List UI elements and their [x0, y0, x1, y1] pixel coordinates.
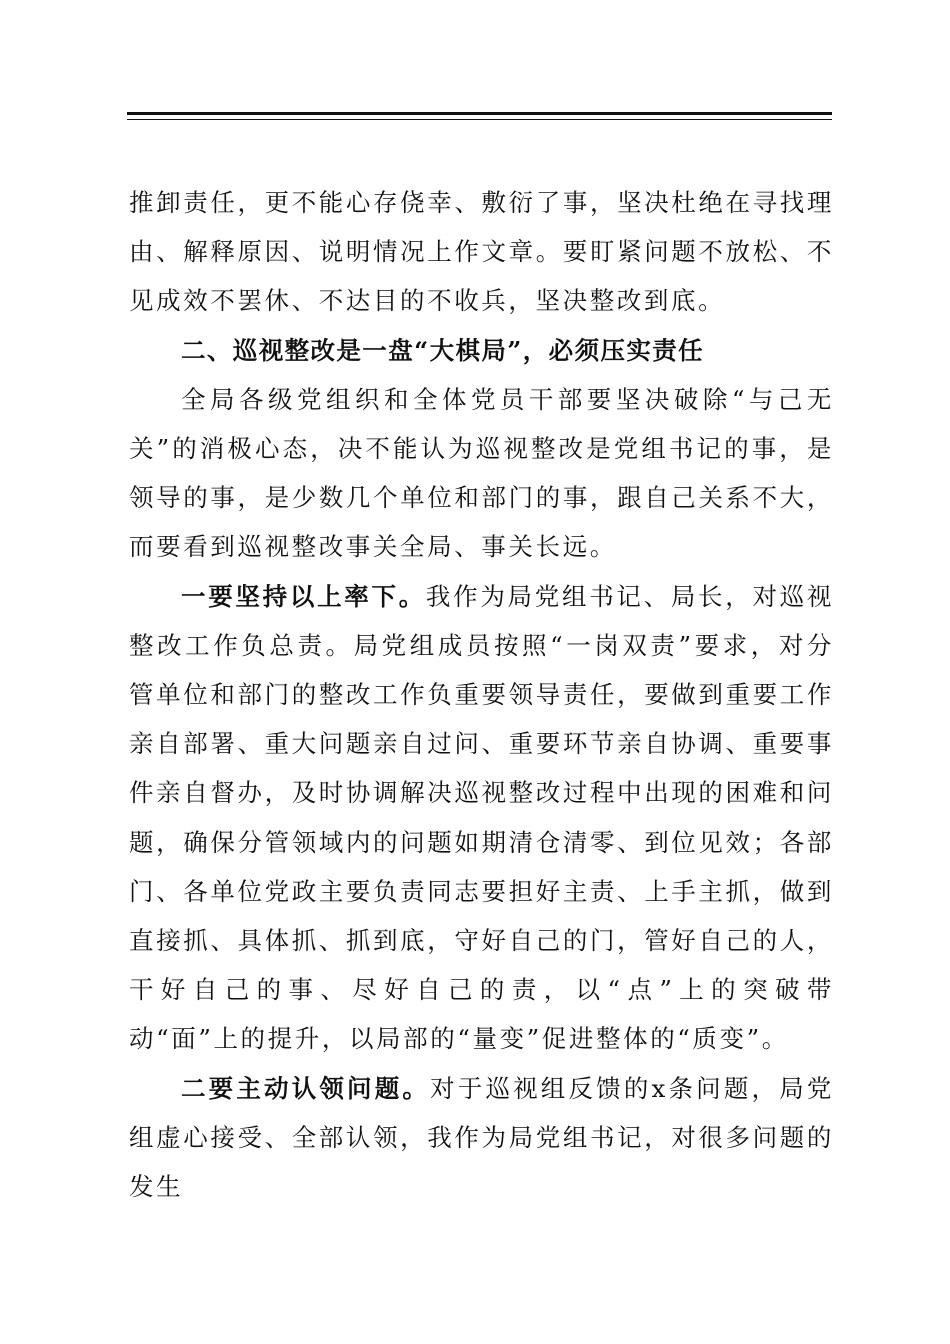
paragraph-mindset: 全局各级党组织和全体党员干部要坚决破除“与己无关”的消极心态，决不能认为巡视整改是党组书记的事，是领导的事，是少数几个单位和部门的事，跟自己关系不大，而要看到巡视整改事关全局、事关长远。: [129, 384, 834, 562]
section-heading: 二、巡视整改是一盘“大棋局”，必须压实责任: [181, 335, 705, 365]
paragraph-lead-text: 我作为局党组书记、局长，对巡视整改工作负总责。局党组成员按照“一岗双责”要求，对分管单位和部门的整改工作负重要领导责任，要做到重要工作亲自部署、重大问题亲自过问、重要环节亲自协调、重要事件亲自督办，及时协调解决巡视整改过程中出现的困难和问题，确保分管领域内的问题如期清仓清零、到位见效；各部门、各单位党政主要负责同志要担好主责、上手主抓，做到直接抓、具体抓、抓到底，守好自己的门，管好自己的人，干好自己的事、尽好自己的责，以“点”上的突破带动“面”上的提升，以局部的“量变”促进整体的“质变”。: [129, 581, 834, 1054]
paragraph-claim-issues: [129, 1064, 834, 1212]
document-body: [129, 178, 834, 1211]
paragraph-claim-text: 对于巡视组反馈的x条问题，局党组虚心接受、全部认领，我作为局党组书记，对很多问题的发生: [129, 1073, 834, 1202]
paragraph-lead-by-example: [129, 572, 834, 1064]
paragraph-continuation: 推卸责任，更不能心存侥幸、敷衍了事，坚决杜绝在寻找理由、解释原因、说明情况上作文章。要盯紧问题不放松、不见成效不罢休、不达目的不收兵，坚决整改到底。: [129, 188, 834, 316]
header-double-rule: [127, 112, 832, 120]
paragraph-lead-title: 一要坚持以上率下。: [181, 581, 426, 611]
paragraph-claim-title: 二要主动认领问题。: [181, 1073, 431, 1103]
